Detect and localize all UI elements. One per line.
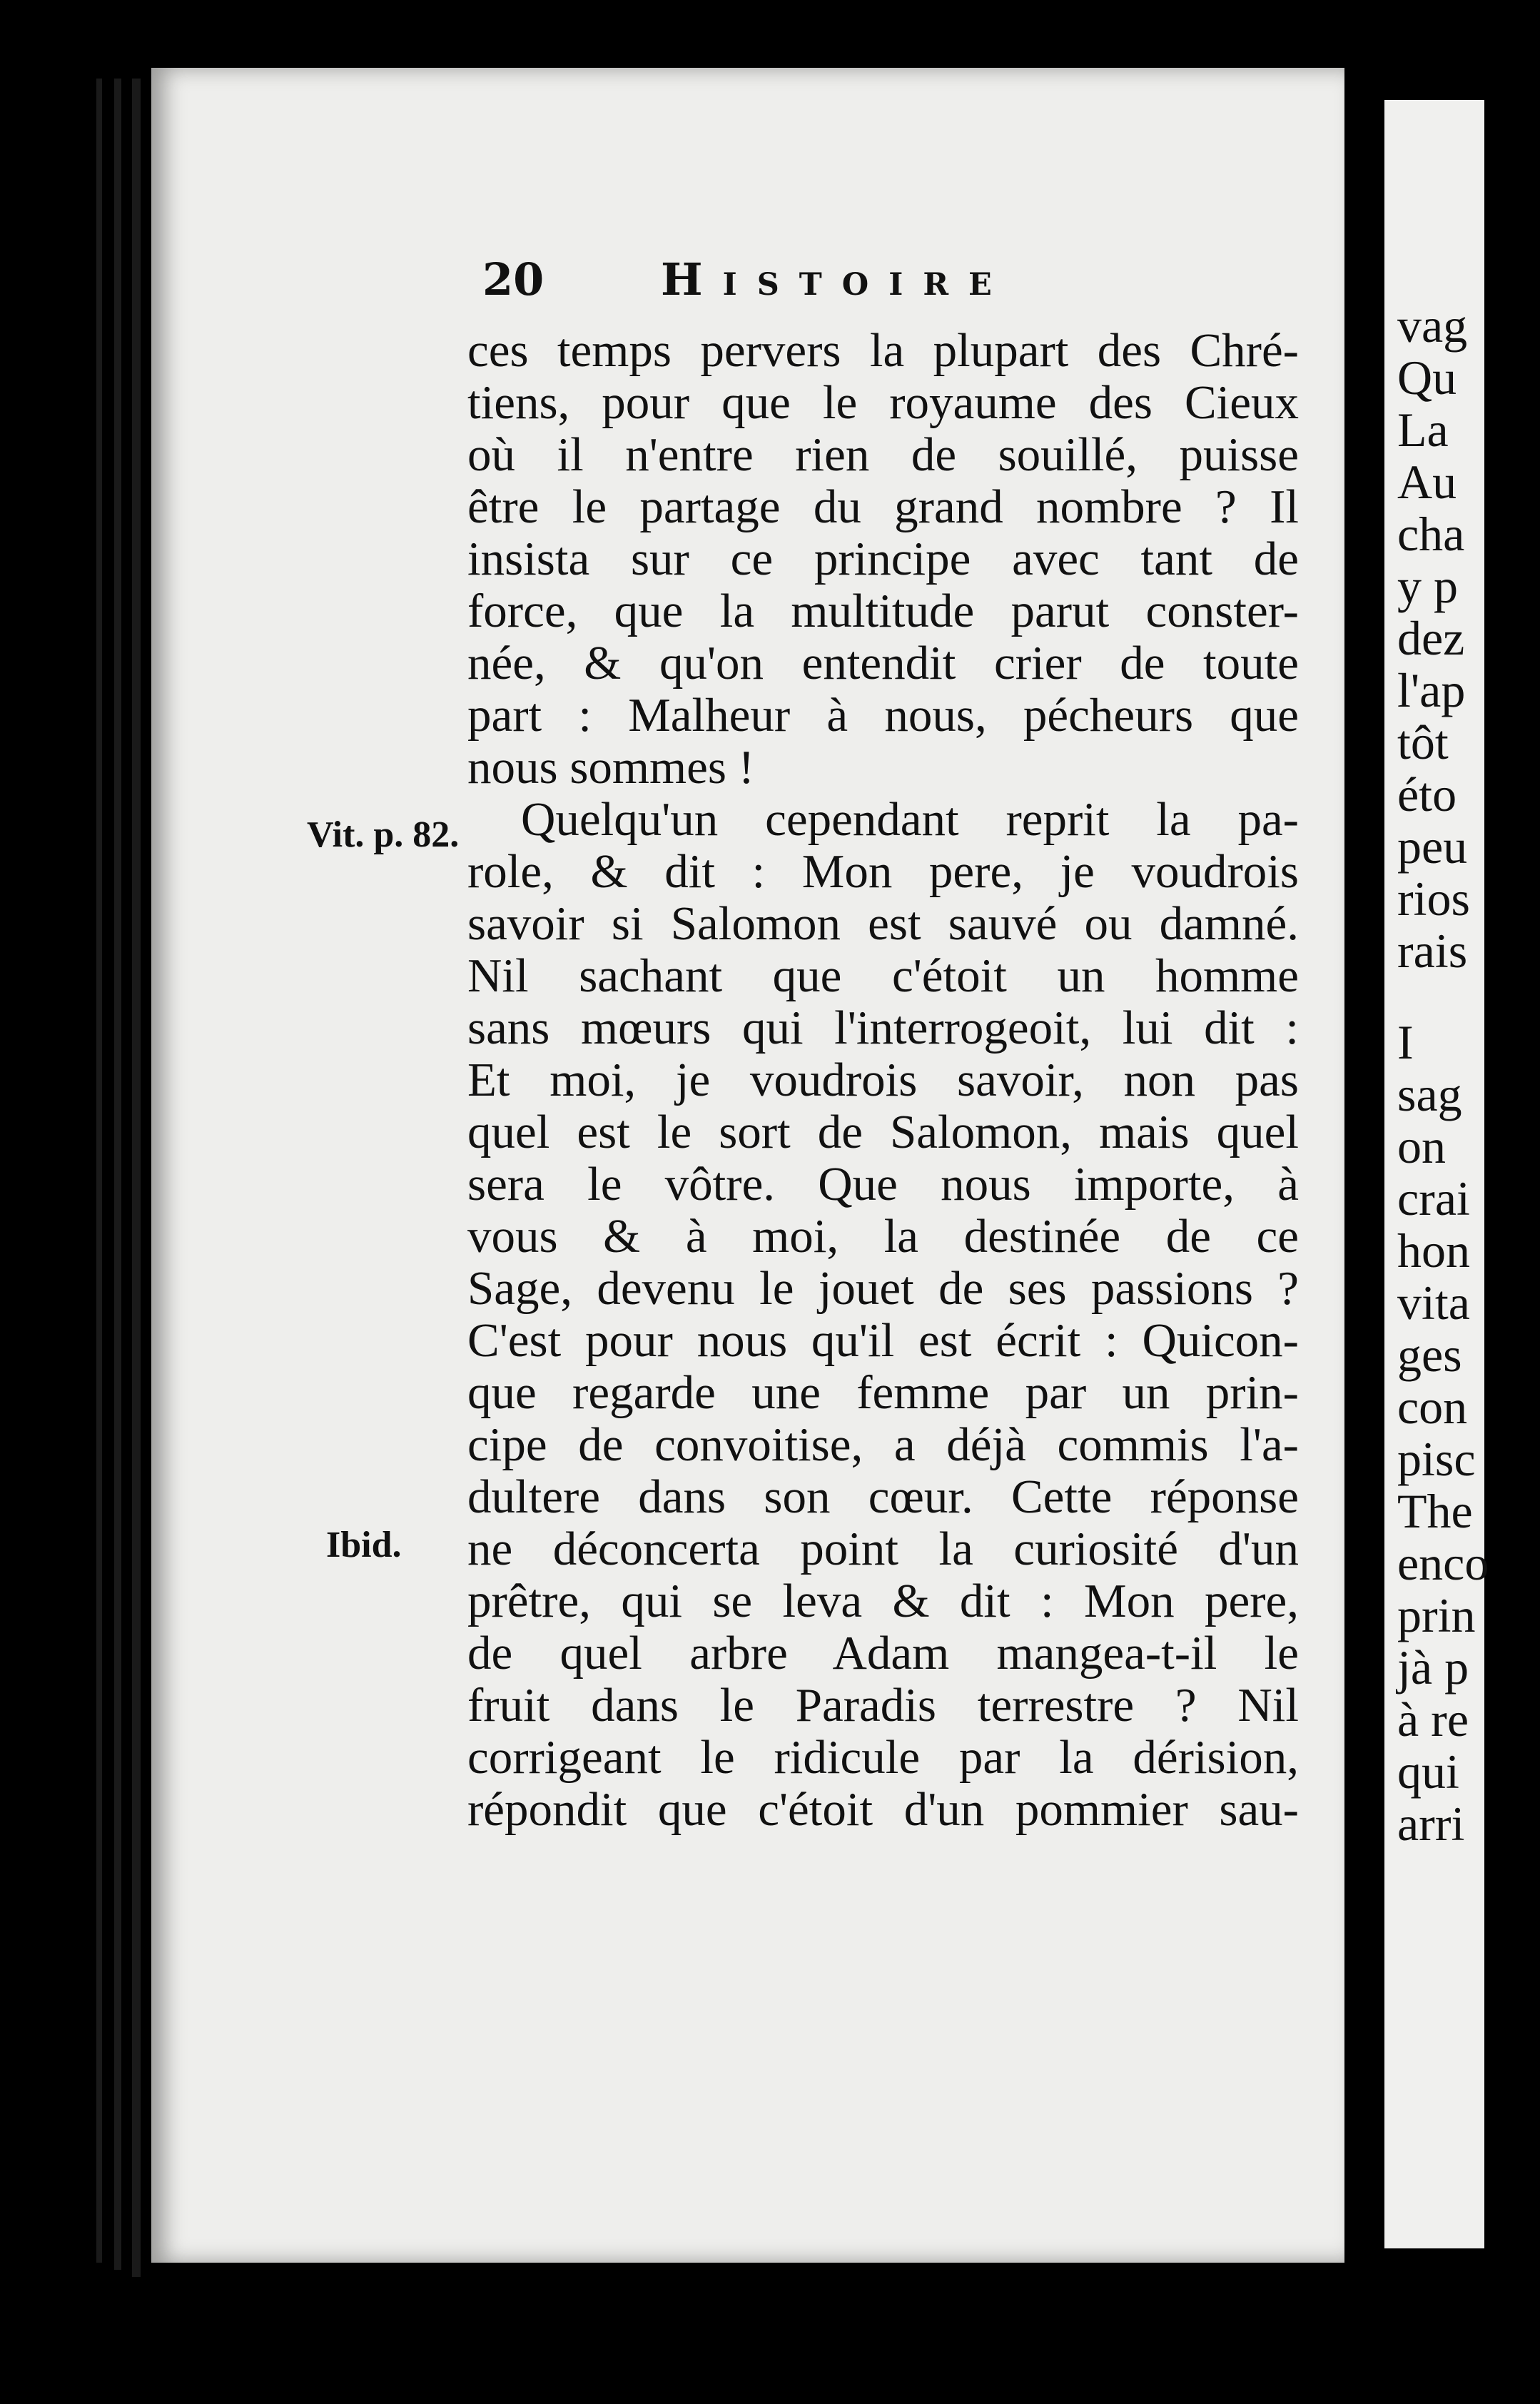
facing-line: rios [1397, 872, 1470, 926]
facing-line: à re [1397, 1692, 1469, 1747]
margin-note-vit: Vit. p. 82. [307, 814, 460, 855]
facing-line: La [1397, 403, 1449, 457]
facing-line: tôt [1397, 715, 1449, 769]
facing-line: prin [1397, 1588, 1476, 1642]
text-line: dultere dans son cœur. Cette réponse [467, 1470, 1299, 1523]
running-title: Histoire [661, 253, 1012, 305]
text-line: répondit que c'étoit d'un pommier sau- [467, 1783, 1299, 1836]
facing-line: qui [1397, 1744, 1459, 1799]
book-page-right-edge [1384, 100, 1489, 2248]
facing-line: on [1397, 1119, 1446, 1173]
margin-note-ibid: Ibid. [326, 1525, 402, 1565]
text-line: role, & dit : Mon pere, je voudrois [467, 845, 1299, 898]
facing-line: éto [1397, 767, 1457, 822]
facing-line: cha [1397, 507, 1465, 561]
body-text [467, 325, 1299, 1836]
facing-line: I [1397, 1015, 1414, 1069]
facing-line: sag [1397, 1067, 1462, 1121]
text-line: où il n'entre rien de souillé, puisse [467, 428, 1299, 481]
text-line: quel est le sort de Salomon, mais quel [467, 1106, 1299, 1158]
text-line: sera le vôtre. Que nous importe, à [467, 1158, 1299, 1211]
facing-line: Qu [1397, 350, 1457, 405]
facing-line: rais [1397, 924, 1468, 978]
text-line: que regarde une femme par un prin- [467, 1366, 1299, 1419]
facing-line: vita [1397, 1276, 1470, 1330]
text-line: ne déconcerta point la curiosité d'un [467, 1522, 1299, 1575]
facing-line: y p [1397, 559, 1458, 613]
facing-line: Au [1397, 455, 1457, 509]
text-line: Quelqu'un cependant reprit la pa- [521, 793, 1299, 846]
text-line: sans mœurs qui l'interrogeoit, lui dit : [467, 1001, 1299, 1054]
facing-page-text [1397, 300, 1540, 1850]
facing-line: crai [1397, 1171, 1470, 1226]
text-line: née, & qu'on entendit crier de toute [467, 637, 1299, 690]
facing-line: l'ap [1397, 663, 1466, 717]
facing-line: con [1397, 1380, 1468, 1434]
facing-line: pisc [1397, 1432, 1476, 1486]
facing-line: hon [1397, 1223, 1470, 1278]
text-line: Et moi, je voudrois savoir, non pas [467, 1054, 1299, 1106]
facing-line: The [1397, 1484, 1473, 1538]
facing-line: peu [1397, 819, 1468, 874]
book-page-left [151, 68, 1344, 2263]
page-number: 20 [482, 253, 544, 305]
text-line: nous sommes ! [467, 741, 754, 794]
text-line: tiens, pour que le royaume des Cieux [467, 376, 1299, 429]
text-line: C'est pour nous qu'il est écrit : Quicon- [467, 1314, 1299, 1367]
text-line: savoir si Salomon est sauvé ou damné. [467, 897, 1299, 950]
text-line: vous & à moi, la destinée de ce [467, 1210, 1299, 1263]
text-line: cipe de convoitise, a déjà commis l'a- [467, 1418, 1299, 1471]
text-line: fruit dans le Paradis terrestre ? Nil [467, 1679, 1299, 1732]
facing-line: dez [1397, 611, 1465, 665]
facing-line: ges [1397, 1328, 1462, 1382]
text-line: être le partage du grand nombre ? Il [467, 480, 1299, 533]
facing-line: enco [1397, 1536, 1489, 1590]
text-line: prêtre, qui se leva & dit : Mon pere, [467, 1575, 1299, 1627]
text-line: Nil sachant que c'étoit un homme [467, 949, 1299, 1002]
text-line: insista sur ce principe avec tant de [467, 532, 1299, 585]
facing-line: vag [1397, 298, 1468, 353]
facing-line: arri [1397, 1797, 1465, 1851]
text-line: ces temps pervers la plupart des Chré- [467, 324, 1299, 377]
text-line: corrigeant le ridicule par la dérision, [467, 1731, 1299, 1784]
facing-line: jà p [1397, 1640, 1469, 1695]
text-line: de quel arbre Adam mangea-t-il le [467, 1627, 1299, 1680]
text-line: Sage, devenu le jouet de ses passions ? [467, 1262, 1299, 1315]
running-head [482, 253, 1012, 305]
text-line: part : Malheur à nous, pécheurs que [467, 689, 1299, 742]
text-line: force, que la multitude parut conster- [467, 585, 1299, 637]
